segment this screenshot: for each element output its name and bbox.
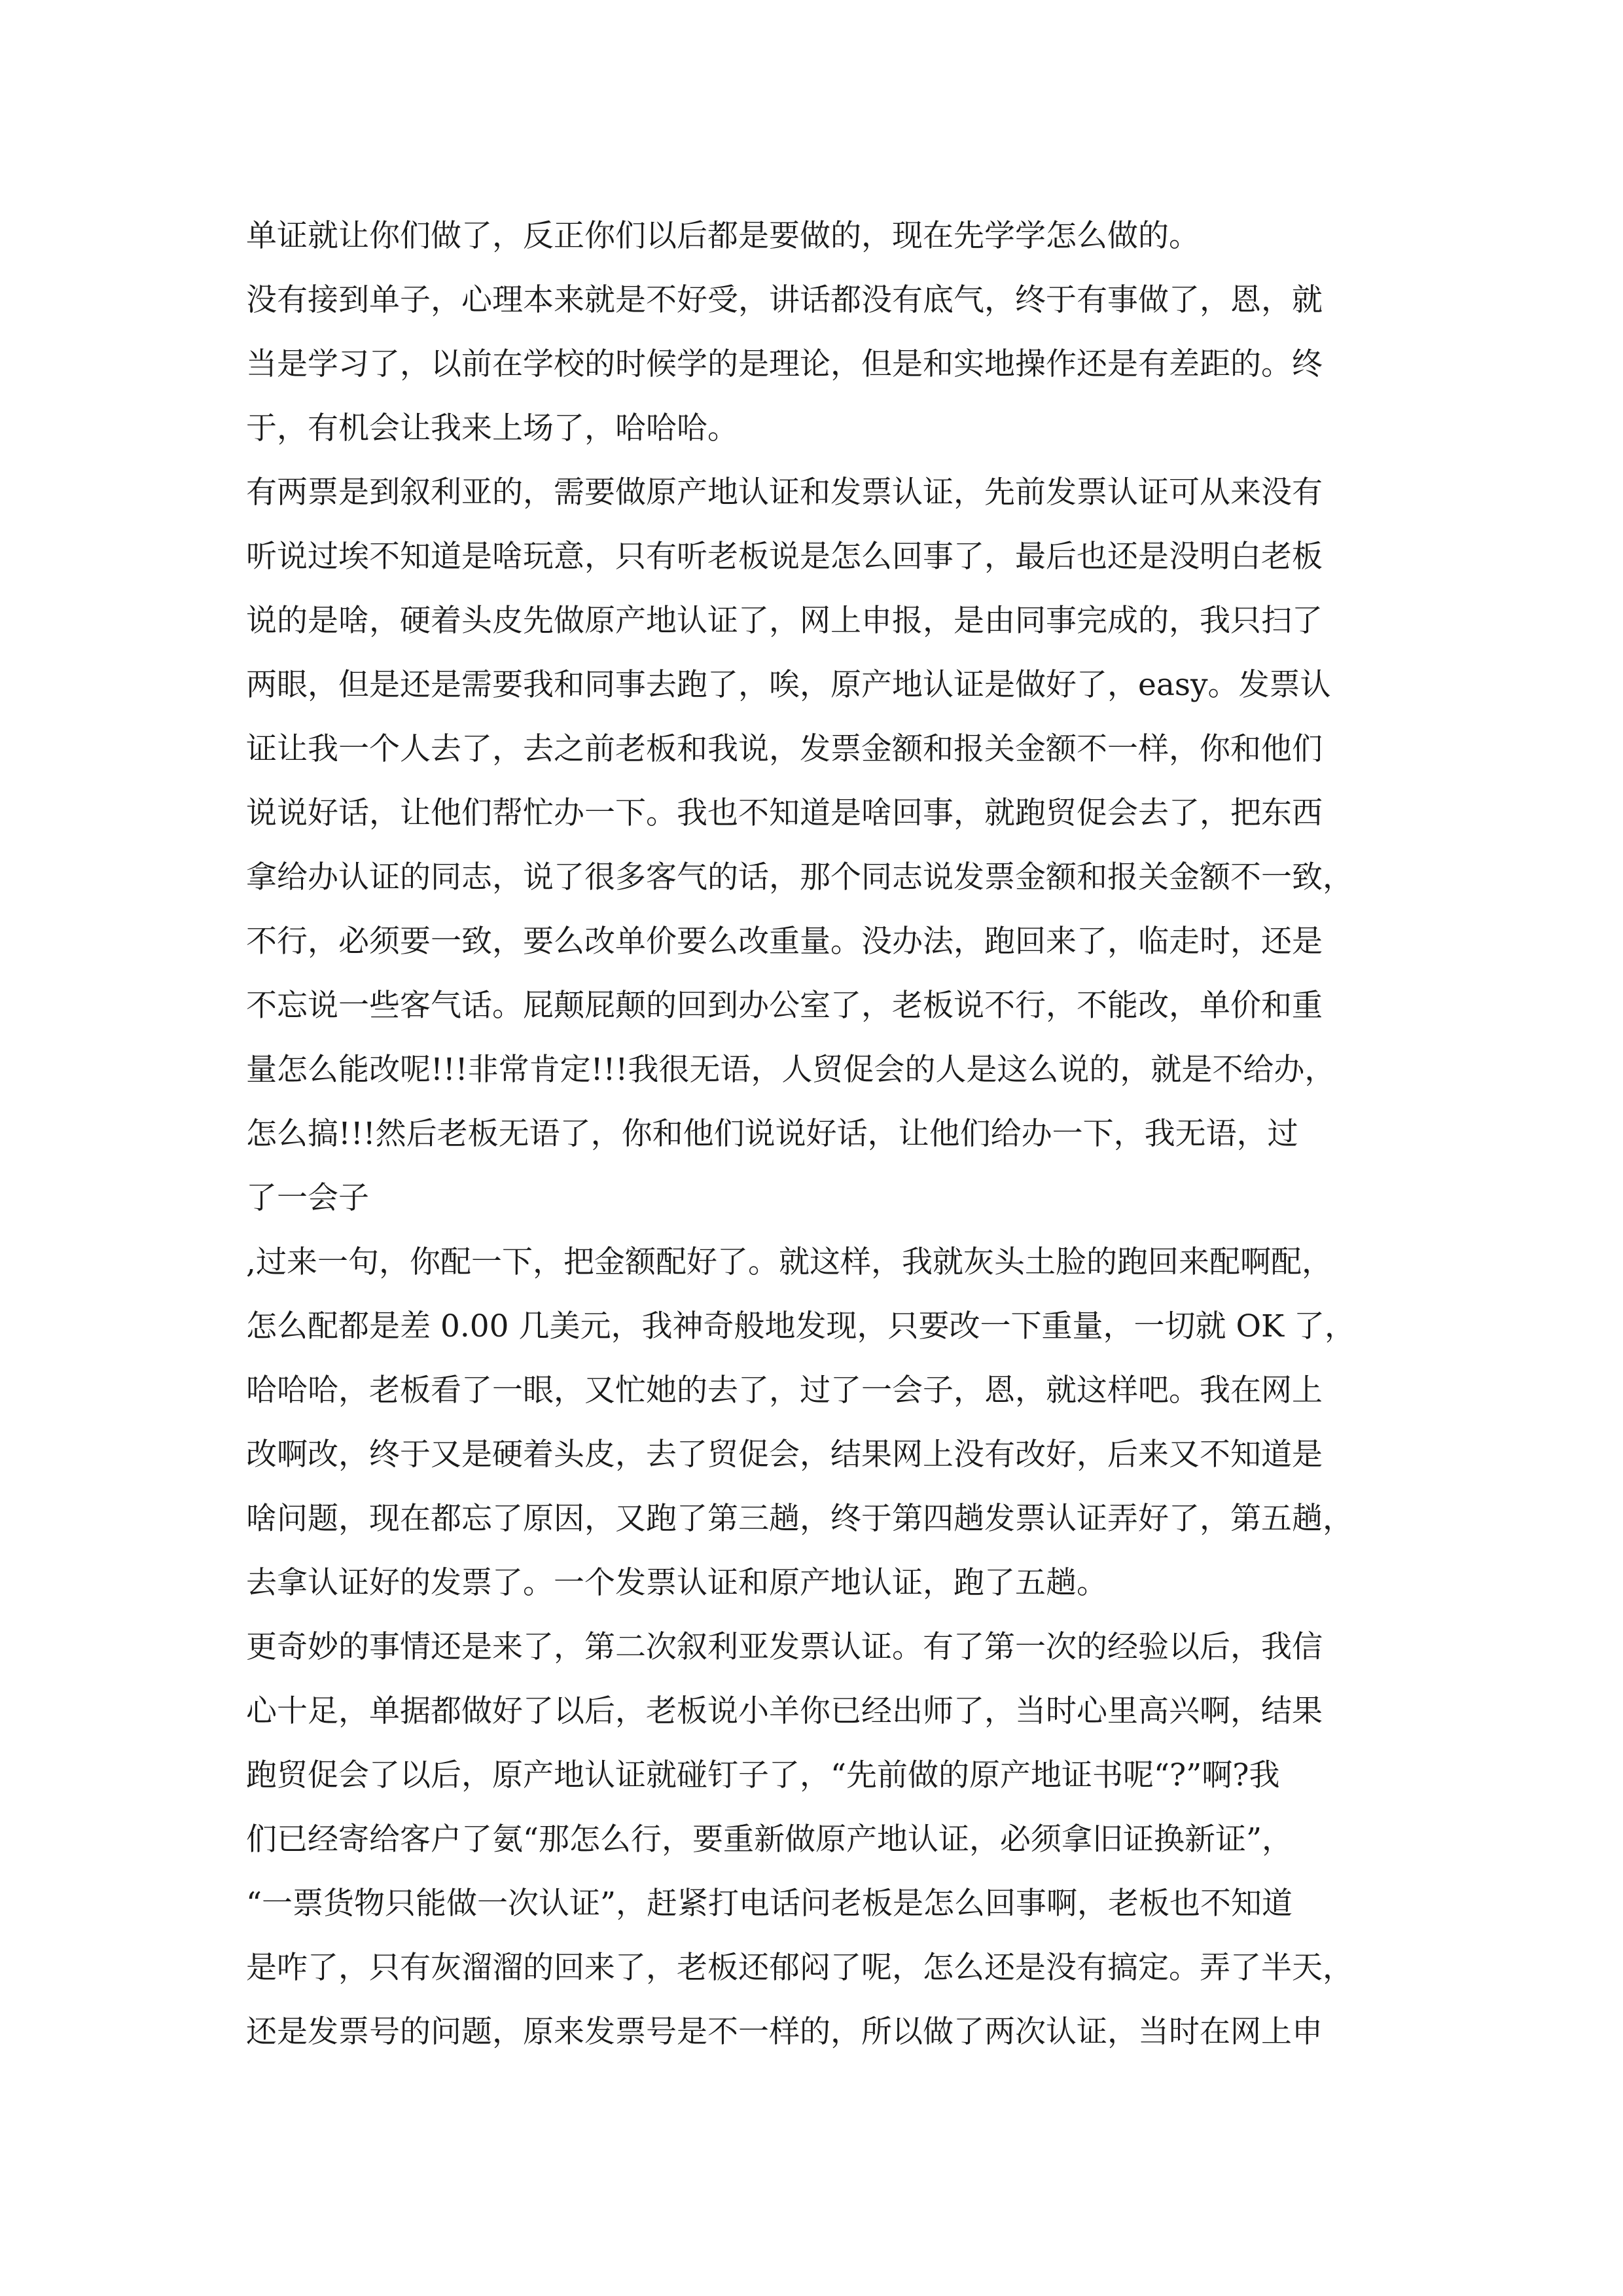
text-line: 说的是啥，硬着头皮先做原产地认证了，网上申报，是由同事完成的，我只扫了 [246,603,1323,639]
text-line: 于，有机会让我来上场了，哈哈哈。 [246,410,738,446]
text-line: 心十足，单据都做好了以后，老板说小羊你已经出师了，当时心里高兴啊，结果 [246,1693,1323,1729]
body-text [246,204,1398,2064]
text-line: 量怎么能改呢!!!非常肯定!!!我很无语，人贸促会的人是这么说的，就是不给办， [246,1052,1336,1088]
text-line: 当是学习了，以前在学校的时候学的是理论，但是和实地操作还是有差距的。终 [246,346,1323,382]
text-line: 说说好话，让他们帮忙办一下。我也不知道是啥回事，就跑贸促会去了，把东西 [246,795,1323,831]
text-line: 怎么搞!!!然后老板无语了，你和他们说说好话，让他们给办一下，我无语，过 [246,1116,1298,1152]
text-line: 两眼，但是还是需要我和同事去跑了，唉，原产地认证是做好了，easy。发票认 [246,667,1331,703]
text-line: 们已经寄给客户了氨“那怎么行，要重新做原产地认证，必须拿旧证换新证”， [246,1821,1293,1857]
text-line: 哈哈哈，老板看了一眼，又忙她的去了，过了一会子，恩，就这样吧。我在网上 [246,1372,1323,1408]
text-line: 了一会子 [246,1180,369,1216]
text-line: 不忘说一些客气话。屁颠屁颠的回到办公室了，老板说不行，不能改，单价和重 [246,988,1323,1024]
text-line: 没有接到单子，心理本来就是不好受，讲话都没有底气，终于有事做了，恩，就 [246,282,1323,318]
text-line: 跑贸促会了以后，原产地认证就碰钉子了，“先前做的原产地证书呢“?”啊?我 [246,1757,1280,1793]
text-line: 啥问题，现在都忘了原因，又跑了第三趟，终于第四趟发票认证弄好了，第五趟， [246,1501,1353,1537]
text-line: 还是发票号的问题，原来发票号是不一样的，所以做了两次认证，当时在网上申 [246,2014,1323,2050]
text-line: 证让我一个人去了，去之前老板和我说，发票金额和报关金额不一样，你和他们 [246,731,1323,767]
text-line: 是咋了，只有灰溜溜的回来了，老板还郁闷了呢，怎么还是没有搞定。弄了半天， [246,1950,1353,1986]
text-line: 拿给办认证的同志，说了很多客气的话，那个同志说发票金额和报关金额不一致， [246,859,1353,895]
text-line: 有两票是到叙利亚的，需要做原产地认证和发票认证，先前发票认证可从来没有 [246,475,1323,511]
text-line: 去拿认证好的发票了。一个发票认证和原产地认证，跑了五趟。 [246,1565,1107,1601]
text-line: 单证就让你们做了，反正你们以后都是要做的，现在先学学怎么做的。 [246,218,1200,254]
text-line: “一票货物只能做一次认证”，赶紧打电话问老板是怎么回事啊，老板也不知道 [246,1886,1293,1922]
text-line: ,过来一句，你配一下，把金额配好了。就这样，我就灰头土脸的跑回来配啊配， [246,1244,1332,1280]
text-line: 改啊改，终于又是硬着头皮，去了贸促会，结果网上没有改好，后来又不知道是 [246,1437,1323,1473]
text-line: 不行，必须要一致，要么改单价要么改重量。没办法，跑回来了，临走时，还是 [246,924,1323,960]
text-line: 更奇妙的事情还是来了，第二次叙利亚发票认证。有了第一次的经验以后，我信 [246,1629,1323,1665]
text-line: 怎么配都是差 0.00 几美元，我神奇般地发现，只要改一下重量，一切就 OK 了， [246,1308,1356,1344]
text-line: 听说过埃不知道是啥玩意，只有听老板说是怎么回事了，最后也还是没明白老板 [246,539,1323,575]
